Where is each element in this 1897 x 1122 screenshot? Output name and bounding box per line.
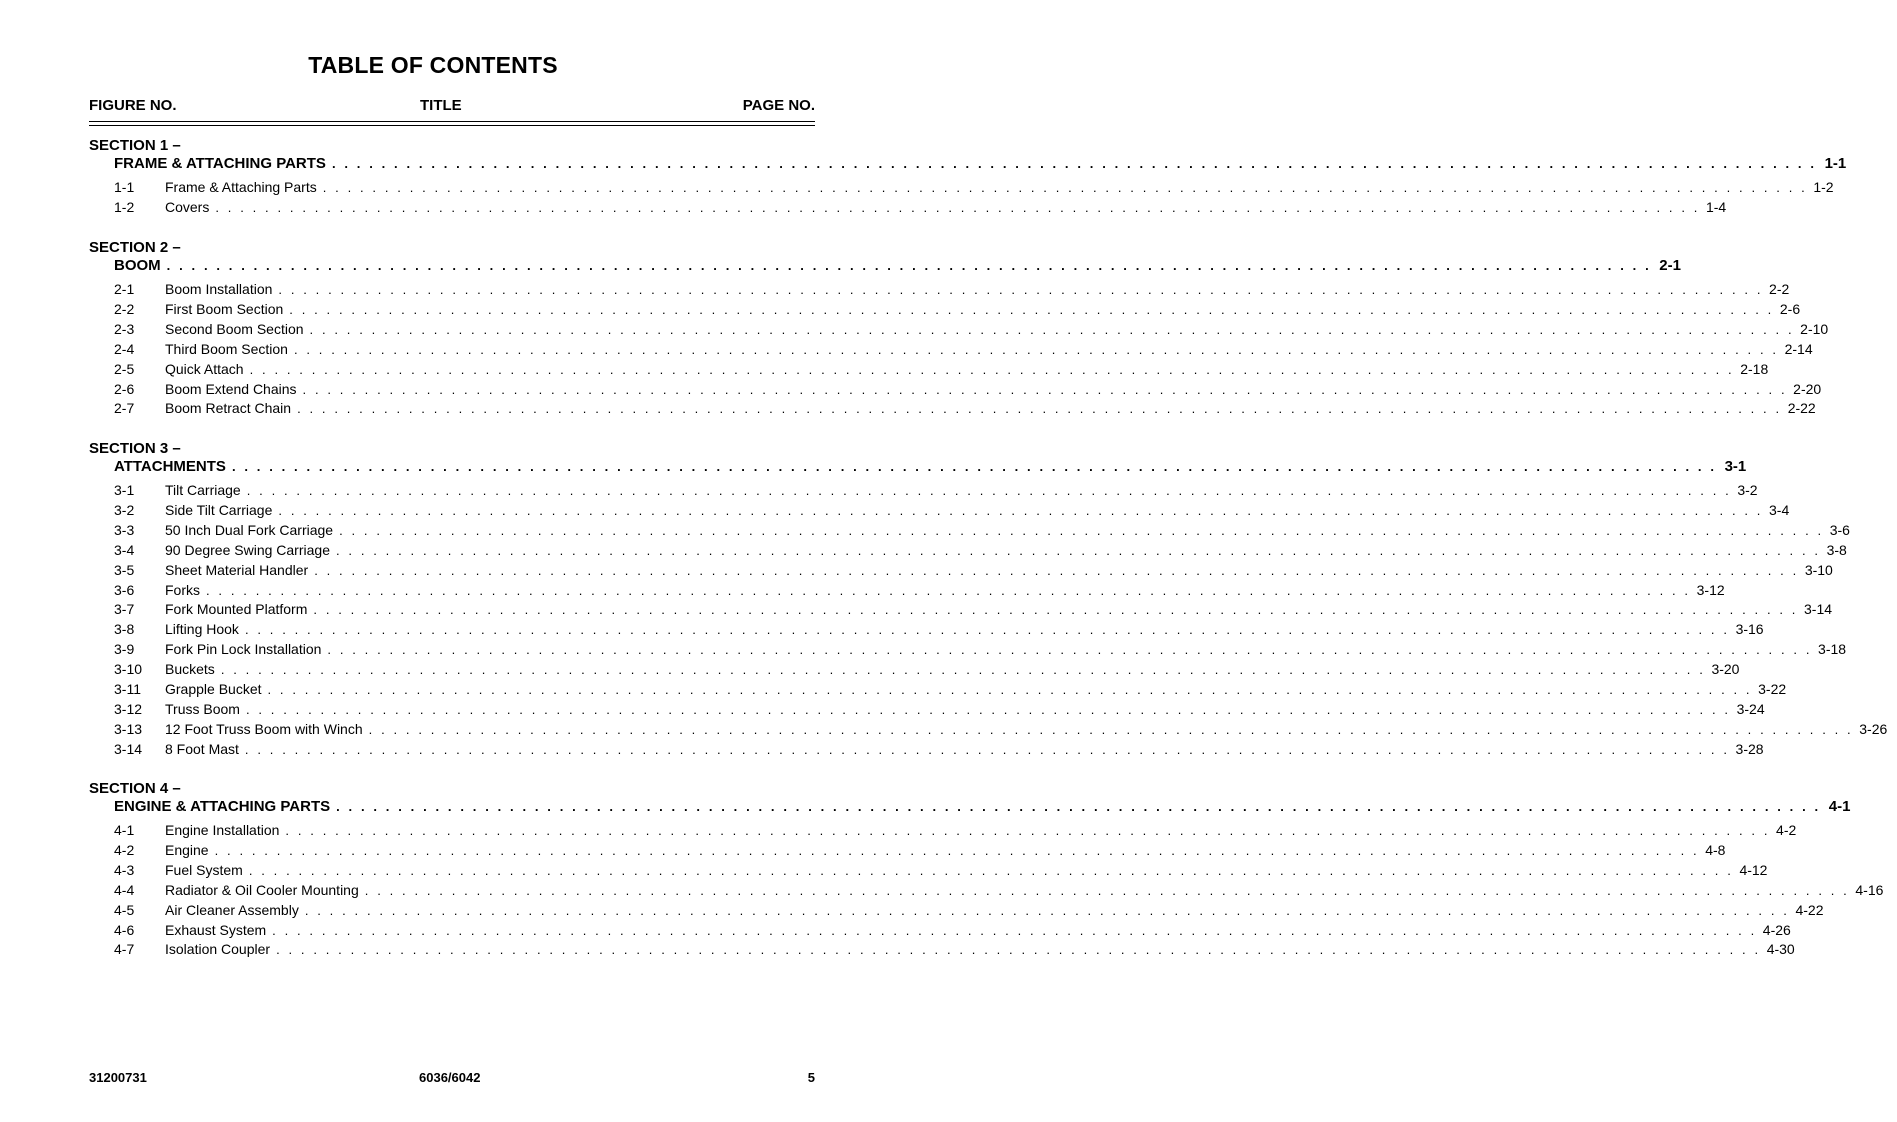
figure-number: 2-2: [114, 300, 135, 317]
figure-number: 3-14: [114, 740, 143, 757]
dot-leader: . . . . . . . . . . . . . . . . . . . . . . . . . . . . . . . . . . . . . . . . . . . . . . . . . . . . . . . . . . . . . . . . . . . . . . . . . . . . . . . . . . . . . . . . . . . . . . . . . . . . . . . . . . . . . . . . . . . . . . . .: [309, 321, 1795, 337]
section-title: ATTACHMENTS: [114, 458, 226, 475]
toc-entry[interactable]: [114, 198, 1727, 219]
figure-number: 3-6: [114, 581, 135, 598]
header-rule: [89, 125, 815, 126]
entry-title: Air Cleaner Assembly: [165, 901, 299, 918]
dot-leader: . . . . . . . . . . . . . . . . . . . . . . . . . . . . . . . . . . . . . . . . . . . . . . . . . . . . . . . . . . . . . . . . . . . . . . . . . . . . . . . . . . . . . . . . . . . . . . . . . . . . . . . . . . . . . . . . . . . . . . . .: [231, 459, 1717, 474]
entry-page: 2-18: [1740, 360, 1769, 377]
entry-page: 3-14: [1804, 601, 1833, 618]
figure-number: 4-2: [114, 841, 135, 858]
page-no-header: PAGE NO.: [742, 97, 815, 114]
entry-page: 2-22: [1787, 400, 1816, 417]
figure-number: 2-6: [114, 380, 135, 397]
section-title-row[interactable]: [114, 155, 1847, 175]
entry-title: Forks: [165, 581, 200, 598]
section-page: 1-1: [1824, 155, 1847, 172]
dot-leader: . . . . . . . . . . . . . . . . . . . . . . . . . . . . . . . . . . . . . . . . . . . . . . . . . . . . . . . . . . . . . . . . . . . . . . . . . . . . . . . . . . . . . . . . . . . . . . . . . . . . . . . . . . . . . . . . . . . . . . . .: [244, 741, 1730, 757]
dot-leader: . . . . . . . . . . . . . . . . . . . . . . . . . . . . . . . . . . . . . . . . . . . . . . . . . . . . . . . . . . . . . . . . . . . . . . . . . . . . . . . . . . . . . . . . . . . . . . . . . . . . . . . . . . . . . . . . . . . . . . . .: [278, 502, 1764, 518]
dot-leader: . . . . . . . . . . . . . . . . . . . . . . . . . . . . . . . . . . . . . . . . . . . . . . . . . . . . . . . . . . . . . . . . . . . . . . . . . . . . . . . . . . . . . . . . . . . . . . . . . . . . . . . . . . . . . . . . . . . . . . . .: [278, 282, 1764, 297]
dot-leader: . . . . . . . . . . . . . . . . . . . . . . . . . . . . . . . . . . . . . . . . . . . . . . . . . . . . . . . . . . . . . . . . . . . . . . . . . . . . . . . . . . . . . . . . . . . . . . . . . . . . . . . . . . . . . . . . . . . . . . . .: [322, 180, 1808, 195]
toc-entry[interactable]: [114, 700, 1765, 721]
dot-leader: . . . . . . . . . . . . . . . . . . . . . . . . . . . . . . . . . . . . . . . . . . . . . . . . . . . . . . . . . . . . . . . . . . . . . . . . . . . . . . . . . . . . . . . . . . . . . . . . . . . . . . . . . . . . . . . . . . . . . . . .: [244, 622, 1730, 638]
dot-leader: . . . . . . . . . . . . . . . . . . . . . . . . . . . . . . . . . . . . . . . . . . . . . . . . . . . . . . . . . . . . . . . . . . . . . . . . . . . . . . . . . . . . . . . . . . . . . . . . . . . . . . . . . . . . . . . . . . . . . . . .: [364, 882, 1850, 898]
figure-no-header: FIGURE NO.: [89, 97, 177, 114]
entry-page: 4-16: [1855, 881, 1884, 898]
entry-page: 3-24: [1736, 700, 1765, 717]
dot-leader: . . . . . . . . . . . . . . . . . . . . . . . . . . . . . . . . . . . . . . . . . . . . . . . . . . . . . . . . . . . . . . . . . . . . . . . . . . . . . . . . . . . . . . . . . . . . . . . . . . . . . . . . . . . . . . . . . . . . . . . .: [245, 701, 1731, 717]
entry-title: Engine: [165, 841, 209, 858]
entry-page: 3-2: [1737, 482, 1758, 498]
toc-entry[interactable]: [114, 179, 1834, 199]
section-title-row[interactable]: [114, 798, 1851, 818]
entry-title: Buckets: [165, 661, 215, 678]
toc-entry[interactable]: [114, 621, 1764, 641]
figure-number: 3-13: [114, 720, 143, 737]
figure-number: 4-5: [114, 901, 135, 918]
entry-title: Fuel System: [165, 861, 243, 878]
toc-entry[interactable]: [114, 822, 1797, 842]
page-title: TABLE OF CONTENTS: [308, 52, 558, 78]
toc-entry[interactable]: [114, 720, 1888, 741]
column-headers: [89, 97, 815, 117]
toc-entry[interactable]: [114, 340, 1813, 361]
entry-title: 12 Foot Truss Boom with Winch: [165, 720, 363, 737]
entry-page: 4-26: [1762, 921, 1791, 938]
entry-title: Boom Retract Chain: [165, 400, 292, 417]
entry-title: Side Tilt Carriage: [165, 501, 273, 518]
entry-page: 1-2: [1813, 179, 1834, 195]
entry-page: 2-10: [1800, 320, 1829, 337]
figure-number: 3-1: [114, 482, 135, 498]
dot-leader: . . . . . . . . . . . . . . . . . . . . . . . . . . . . . . . . . . . . . . . . . . . . . . . . . . . . . . . . . . . . . . . . . . . . . . . . . . . . . . . . . . . . . . . . . . . . . . . . . . . . . . . . . . . . . . . . . . . . . . . .: [368, 721, 1854, 737]
toc-entry[interactable]: [114, 641, 1847, 661]
page-footer: [89, 1070, 815, 1088]
figure-number: 4-3: [114, 861, 135, 878]
figure-number: 2-1: [114, 281, 135, 297]
dot-leader: . . . . . . . . . . . . . . . . . . . . . . . . . . . . . . . . . . . . . . . . . . . . . . . . . . . . . . . . . . . . . . . . . . . . . . . . . . . . . . . . . . . . . . . . . . . . . . . . . . . . . . . . . . . . . . . . . . . . . . . .: [272, 922, 1757, 938]
entry-title: Lifting Hook: [165, 621, 239, 638]
toc-entry[interactable]: [114, 360, 1769, 381]
dot-leader: . . . . . . . . . . . . . . . . . . . . . . . . . . . . . . . . . . . . . . . . . . . . . . . . . . . . . . . . . . . . . . . . . . . . . . . . . . . . . . . . . . . . . . . . . . . . . . . . . . . . . . . . . . . . . . . . . . . . . . . .: [166, 258, 1652, 273]
figure-number: 2-3: [114, 320, 135, 337]
figure-number: 2-5: [114, 360, 135, 377]
dot-leader: . . . . . . . . . . . . . . . . . . . . . . . . . . . . . . . . . . . . . . . . . . . . . . . . . . . . . . . . . . . . . . . . . . . . . . . . . . . . . . . . . . . . . . . . . . . . . . . . . . . . . . . . . . . . . . . . . . . . . . . .: [206, 582, 1691, 598]
toc-entry[interactable]: [114, 921, 1791, 942]
entry-page: 4-2: [1776, 822, 1797, 838]
dot-leader: . . . . . . . . . . . . . . . . . . . . . . . . . . . . . . . . . . . . . . . . . . . . . . . . . . . . . . . . . . . . . . . . . . . . . . . . . . . . . . . . . . . . . . . . . . . . . . . . . . . . . . . . . . . . . . . . . . . . . . . .: [249, 361, 1735, 377]
entry-page: 4-12: [1739, 861, 1768, 878]
toc-entry[interactable]: [114, 300, 1801, 321]
entry-page: 2-6: [1779, 300, 1801, 317]
document-number: 31200731: [89, 1070, 147, 1085]
dot-leader: . . . . . . . . . . . . . . . . . . . . . . . . . . . . . . . . . . . . . . . . . . . . . . . . . . . . . . . . . . . . . . . . . . . . . . . . . . . . . . . . . . . . . . . . . . . . . . . . . . . . . . . . . . . . . . . . . . . . . . . .: [297, 401, 1782, 417]
figure-number: 3-2: [114, 501, 135, 518]
toc-entry[interactable]: [114, 740, 1764, 761]
entry-title: Engine Installation: [165, 822, 280, 838]
figure-number: 3-9: [114, 641, 135, 658]
section-title-row[interactable]: [114, 257, 1681, 277]
dot-leader: . . . . . . . . . . . . . . . . . . . . . . . . . . . . . . . . . . . . . . . . . . . . . . . . . . . . . . . . . . . . . . . . . . . . . . . . . . . . . . . . . . . . . . . . . . . . . . . . . . . . . . . . . . . . . . . . . . . . . . . .: [314, 562, 1799, 578]
entry-page: 3-12: [1696, 581, 1725, 598]
toc-entry[interactable]: [114, 482, 1758, 502]
toc-entry[interactable]: [114, 841, 1726, 862]
dot-leader: . . . . . . . . . . . . . . . . . . . . . . . . . . . . . . . . . . . . . . . . . . . . . . . . . . . . . . . . . . . . . . . . . . . . . . . . . . . . . . . . . . . . . . . . . . . . . . . . . . . . . . . . . . . . . . . . . . . . . . . .: [293, 341, 1779, 357]
dot-leader: . . . . . . . . . . . . . . . . . . . . . . . . . . . . . . . . . . . . . . . . . . . . . . . . . . . . . . . . . . . . . . . . . . . . . . . . . . . . . . . . . . . . . . . . . . . . . . . . . . . . . . . . . . . . . . . . . . . . . . . .: [214, 842, 1700, 858]
entry-title: Sheet Material Handler: [165, 561, 309, 578]
toc-entry[interactable]: [114, 281, 1790, 301]
entry-title: 8 Foot Mast: [165, 740, 239, 757]
figure-number: 3-8: [114, 621, 135, 638]
toc-entry[interactable]: [114, 661, 1740, 681]
section-title: ENGINE & ATTACHING PARTS: [114, 798, 331, 815]
toc-entry[interactable]: [114, 501, 1790, 522]
entry-title: Exhaust System: [165, 921, 267, 938]
figure-number: 4-4: [114, 881, 135, 898]
entry-page: 3-8: [1826, 541, 1847, 558]
toc-entry[interactable]: [114, 601, 1833, 621]
entry-page: 2-20: [1793, 380, 1822, 397]
toc-entry[interactable]: [114, 941, 1795, 961]
toc-entry[interactable]: [114, 400, 1816, 420]
entry-page: 2-14: [1784, 340, 1813, 357]
figure-number: 3-11: [114, 681, 141, 697]
entry-page: 3-10: [1804, 561, 1833, 578]
entry-page: 3-22: [1758, 681, 1787, 697]
figure-number: 4-1: [114, 822, 135, 838]
dot-leader: . . . . . . . . . . . . . . . . . . . . . . . . . . . . . . . . . . . . . . . . . . . . . . . . . . . . . . . . . . . . . . . . . . . . . . . . . . . . . . . . . . . . . . . . . . . . . . . . . . . . . . . . . . . . . . . . . . . . . . . .: [304, 902, 1790, 918]
figure-number: 3-4: [114, 541, 135, 558]
page-number: 5: [807, 1070, 815, 1085]
figure-number: 3-10: [114, 661, 143, 678]
section-label: SECTION 1 –: [89, 137, 181, 154]
toc-entry[interactable]: [114, 901, 1824, 922]
entry-page: 4-22: [1795, 901, 1824, 918]
figure-number: 2-7: [114, 400, 135, 417]
dot-leader: . . . . . . . . . . . . . . . . . . . . . . . . . . . . . . . . . . . . . . . . . . . . . . . . . . . . . . . . . . . . . . . . . . . . . . . . . . . . . . . . . . . . . . . . . . . . . . . . . . . . . . . . . . . . . . . . . . . . . . . .: [246, 483, 1732, 498]
dot-leader: . . . . . . . . . . . . . . . . . . . . . . . . . . . . . . . . . . . . . . . . . . . . . . . . . . . . . . . . . . . . . . . . . . . . . . . . . . . . . . . . . . . . . . . . . . . . . . . . . . . . . . . . . . . . . . . . . . . . . . . .: [276, 942, 1761, 958]
figure-number: 4-6: [114, 921, 135, 938]
section-page: 2-1: [1659, 257, 1681, 274]
section-page: 3-1: [1724, 458, 1747, 475]
section-title: BOOM: [114, 257, 161, 274]
dot-leader: . . . . . . . . . . . . . . . . . . . . . . . . . . . . . . . . . . . . . . . . . . . . . . . . . . . . . . . . . . . . . . . . . . . . . . . . . . . . . . . . . . . . . . . . . . . . . . . . . . . . . . . . . . . . . . . . . . . . . . . .: [331, 156, 1817, 171]
entry-title: Quick Attach: [165, 360, 244, 377]
section-label: SECTION 2 –: [89, 239, 181, 256]
entry-title: First Boom Section: [165, 300, 284, 317]
dot-leader: . . . . . . . . . . . . . . . . . . . . . . . . . . . . . . . . . . . . . . . . . . . . . . . . . . . . . . . . . . . . . . . . . . . . . . . . . . . . . . . . . . . . . . . . . . . . . . . . . . . . . . . . . . . . . . . . . . . . . . . .: [339, 522, 1824, 538]
entry-title: Covers: [165, 198, 210, 215]
header-rule: [89, 121, 815, 122]
entry-title: Fork Mounted Platform: [165, 601, 308, 618]
toc-entry[interactable]: [114, 881, 1884, 902]
entry-title: Frame & Attaching Parts: [165, 179, 317, 195]
section-label: SECTION 3 –: [89, 440, 181, 457]
toc-entry[interactable]: [114, 541, 1847, 562]
dot-leader: . . . . . . . . . . . . . . . . . . . . . . . . . . . . . . . . . . . . . . . . . . . . . . . . . . . . . . . . . . . . . . . . . . . . . . . . . . . . . . . . . . . . . . . . . . . . . . . . . . . . . . . . . . . . . . . . . . . . . . . .: [289, 301, 1774, 317]
figure-number: 2-4: [114, 340, 135, 357]
entry-title: Grapple Bucket: [165, 681, 262, 697]
toc-entry[interactable]: [114, 861, 1768, 882]
entry-title: Second Boom Section: [165, 320, 304, 337]
dot-leader: . . . . . . . . . . . . . . . . . . . . . . . . . . . . . . . . . . . . . . . . . . . . . . . . . . . . . . . . . . . . . . . . . . . . . . . . . . . . . . . . . . . . . . . . . . . . . . . . . . . . . . . . . . . . . . . . . . . . . . . .: [220, 662, 1706, 678]
section-title-row[interactable]: [114, 458, 1747, 478]
section-label: SECTION 4 –: [89, 780, 181, 797]
toc-entry[interactable]: [114, 380, 1822, 401]
entry-page: 3-18: [1818, 641, 1847, 658]
entry-title: Truss Boom: [165, 700, 240, 717]
entry-page: 3-26: [1859, 720, 1888, 737]
toc-entry[interactable]: [114, 521, 1850, 542]
dot-leader: . . . . . . . . . . . . . . . . . . . . . . . . . . . . . . . . . . . . . . . . . . . . . . . . . . . . . . . . . . . . . . . . . . . . . . . . . . . . . . . . . . . . . . . . . . . . . . . . . . . . . . . . . . . . . . . . . . . . . . . .: [313, 602, 1799, 618]
dot-leader: . . . . . . . . . . . . . . . . . . . . . . . . . . . . . . . . . . . . . . . . . . . . . . . . . . . . . . . . . . . . . . . . . . . . . . . . . . . . . . . . . . . . . . . . . . . . . . . . . . . . . . . . . . . . . . . . . . . . . . . .: [327, 642, 1813, 658]
entry-title: 50 Inch Dual Fork Carriage: [165, 521, 334, 538]
figure-number: 4-7: [114, 941, 135, 958]
figure-number: 3-3: [114, 521, 135, 538]
figure-number: 3-12: [114, 700, 143, 717]
entry-page: 3-4: [1769, 501, 1790, 518]
toc-entry[interactable]: [114, 681, 1787, 701]
dot-leader: . . . . . . . . . . . . . . . . . . . . . . . . . . . . . . . . . . . . . . . . . . . . . . . . . . . . . . . . . . . . . . . . . . . . . . . . . . . . . . . . . . . . . . . . . . . . . . . . . . . . . . . . . . . . . . . . . . . . . . . .: [302, 381, 1788, 397]
toc-entry[interactable]: [114, 581, 1725, 602]
title-header: TITLE: [420, 97, 462, 114]
entry-title: Fork Pin Lock Installation: [165, 641, 322, 658]
entry-page: 3-20: [1711, 661, 1740, 678]
toc-entry[interactable]: [114, 561, 1833, 582]
dot-leader: . . . . . . . . . . . . . . . . . . . . . . . . . . . . . . . . . . . . . . . . . . . . . . . . . . . . . . . . . . . . . . . . . . . . . . . . . . . . . . . . . . . . . . . . . . . . . . . . . . . . . . . . . . . . . . . . . . . . . . . .: [336, 799, 1821, 814]
figure-number: 3-7: [114, 601, 135, 618]
figure-number: 1-2: [114, 198, 135, 215]
entry-title: Radiator & Oil Cooler Mounting: [165, 881, 359, 898]
entry-title: Third Boom Section: [165, 340, 288, 357]
model-number: 6036/6042: [419, 1070, 481, 1085]
entry-title: Boom Installation: [165, 281, 273, 297]
dot-leader: . . . . . . . . . . . . . . . . . . . . . . . . . . . . . . . . . . . . . . . . . . . . . . . . . . . . . . . . . . . . . . . . . . . . . . . . . . . . . . . . . . . . . . . . . . . . . . . . . . . . . . . . . . . . . . . . . . . . . . . .: [267, 682, 1753, 697]
entry-title: Boom Extend Chains: [165, 380, 297, 397]
dot-leader: . . . . . . . . . . . . . . . . . . . . . . . . . . . . . . . . . . . . . . . . . . . . . . . . . . . . . . . . . . . . . . . . . . . . . . . . . . . . . . . . . . . . . . . . . . . . . . . . . . . . . . . . . . . . . . . . . . . . . . . .: [248, 862, 1734, 878]
entry-title: Tilt Carriage: [165, 482, 241, 498]
entry-title: Isolation Coupler: [165, 941, 271, 958]
dot-leader: . . . . . . . . . . . . . . . . . . . . . . . . . . . . . . . . . . . . . . . . . . . . . . . . . . . . . . . . . . . . . . . . . . . . . . . . . . . . . . . . . . . . . . . . . . . . . . . . . . . . . . . . . . . . . . . . . . . . . . . .: [215, 199, 1700, 215]
section-page: 4-1: [1828, 798, 1851, 815]
entry-page: 1-4: [1705, 198, 1727, 215]
figure-number: 1-1: [114, 179, 135, 195]
figure-number: 3-5: [114, 561, 135, 578]
entry-page: 3-28: [1735, 740, 1764, 757]
entry-page: 4-30: [1766, 941, 1795, 958]
section-title: FRAME & ATTACHING PARTS: [114, 155, 326, 172]
entry-page: 2-2: [1769, 281, 1790, 297]
entry-title: 90 Degree Swing Carriage: [165, 541, 330, 558]
toc-entry[interactable]: [114, 320, 1829, 341]
entry-page: 4-8: [1705, 841, 1726, 858]
dot-leader: . . . . . . . . . . . . . . . . . . . . . . . . . . . . . . . . . . . . . . . . . . . . . . . . . . . . . . . . . . . . . . . . . . . . . . . . . . . . . . . . . . . . . . . . . . . . . . . . . . . . . . . . . . . . . . . . . . . . . . . .: [335, 542, 1821, 558]
entry-page: 3-16: [1735, 621, 1764, 638]
dot-leader: . . . . . . . . . . . . . . . . . . . . . . . . . . . . . . . . . . . . . . . . . . . . . . . . . . . . . . . . . . . . . . . . . . . . . . . . . . . . . . . . . . . . . . . . . . . . . . . . . . . . . . . . . . . . . . . . . . . . . . . .: [285, 823, 1771, 838]
entry-page: 3-6: [1829, 521, 1850, 538]
